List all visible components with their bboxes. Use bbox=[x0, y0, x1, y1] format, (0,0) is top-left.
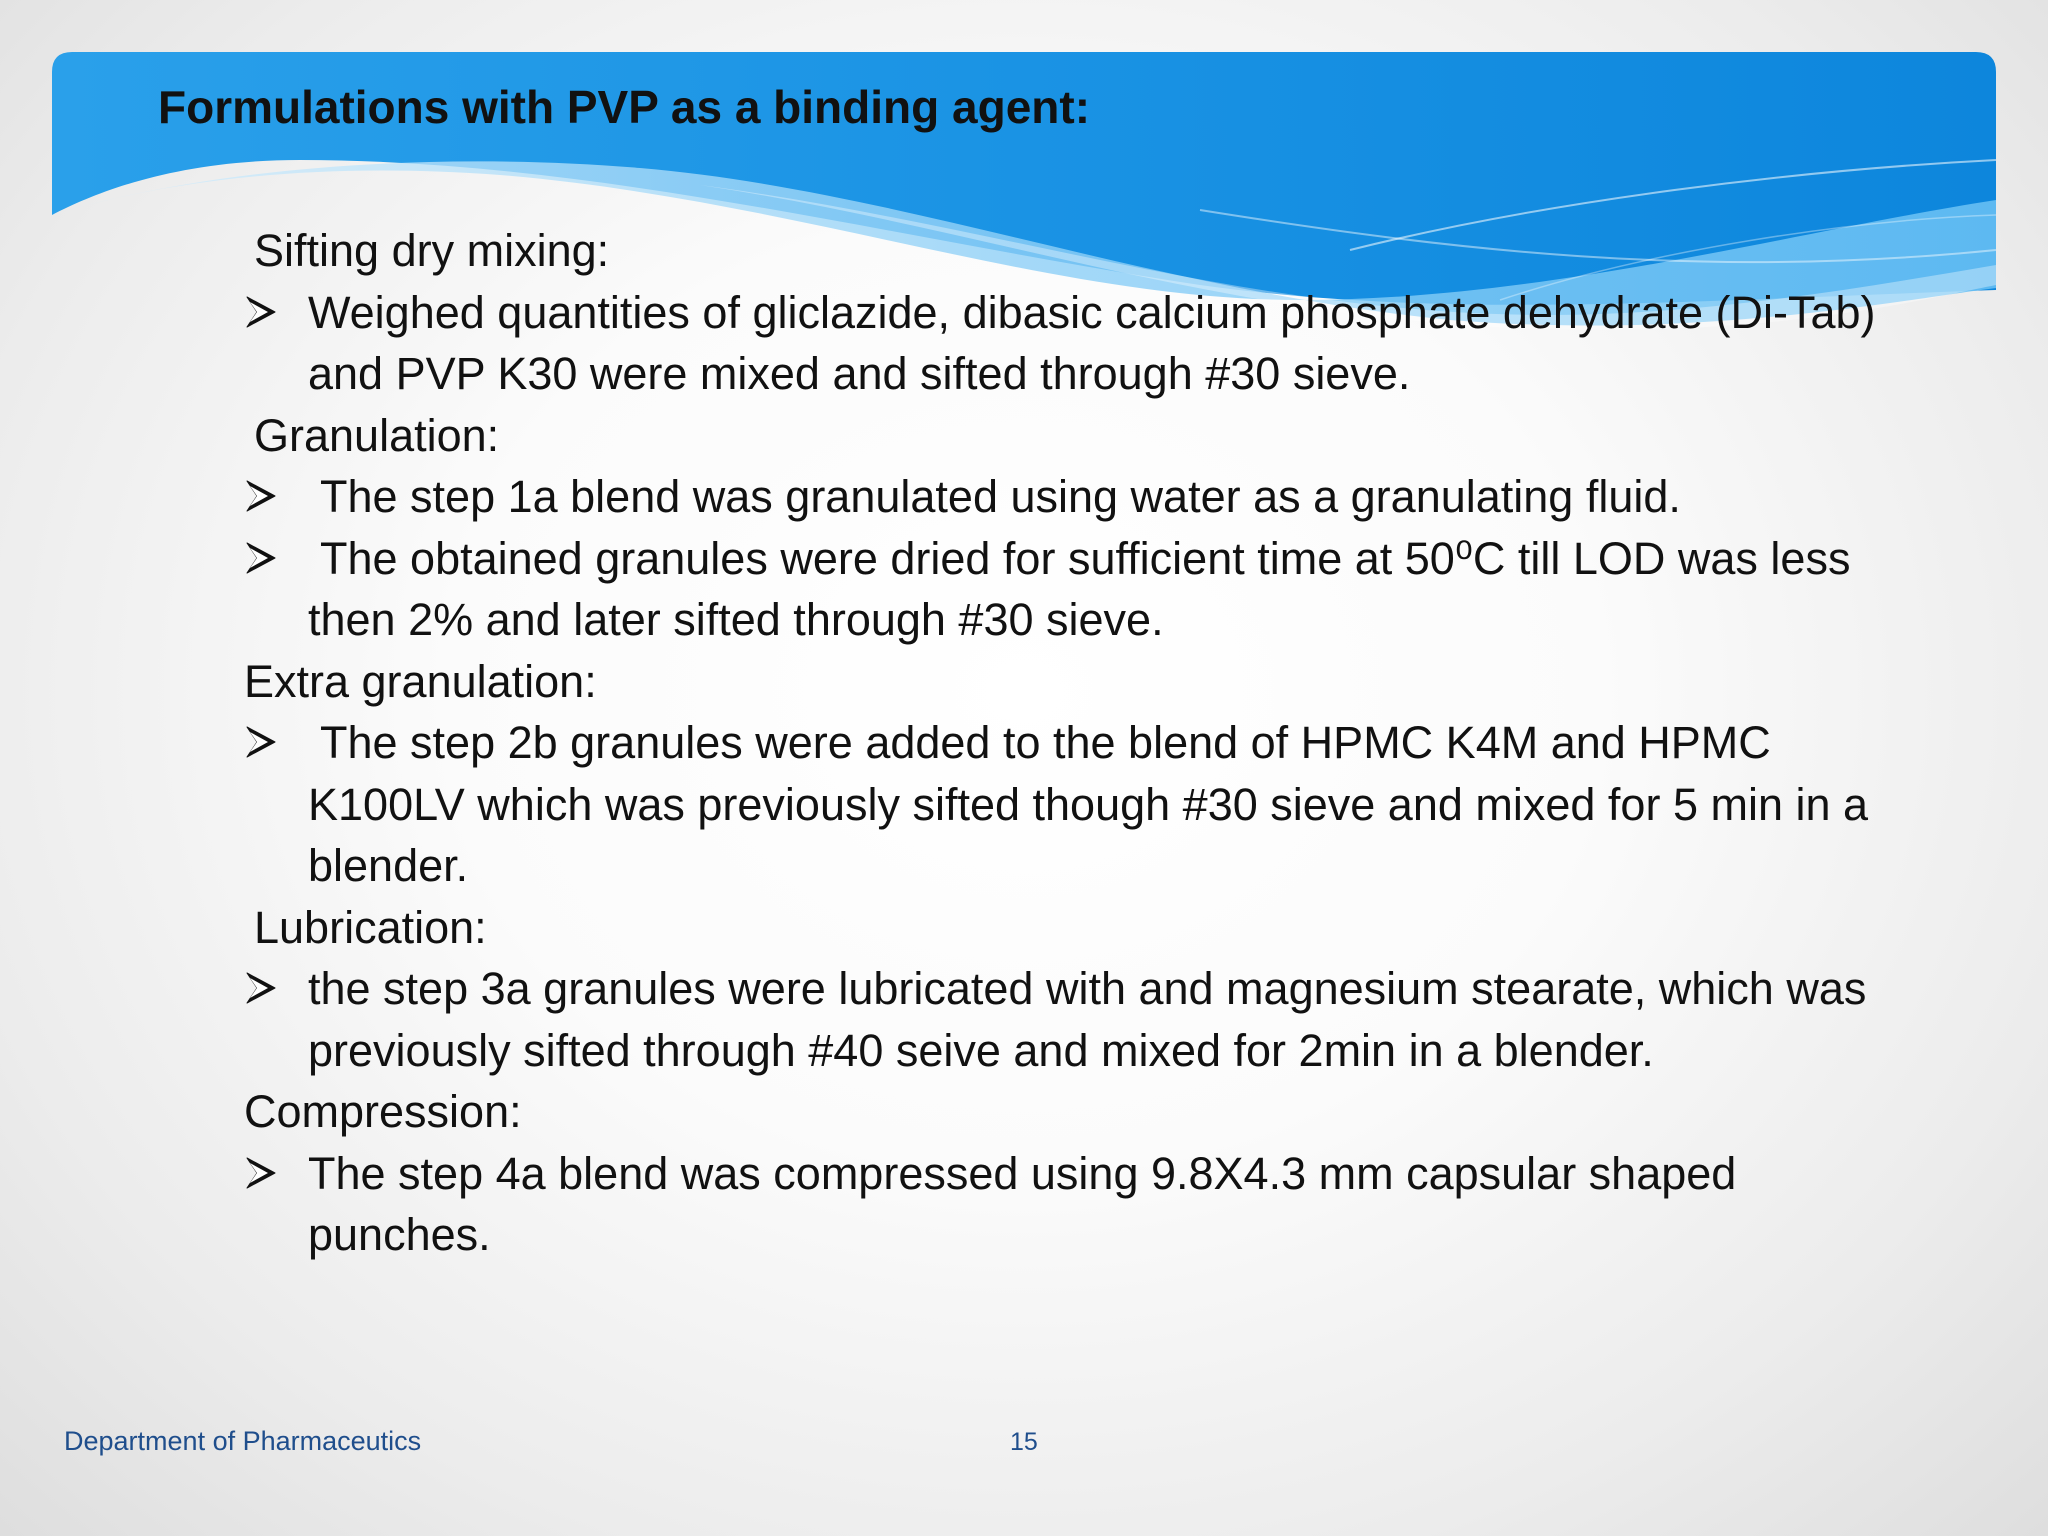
arrowhead-bullet-icon bbox=[246, 480, 276, 512]
arrowhead-bullet-icon bbox=[246, 542, 276, 574]
bullet-item bbox=[240, 712, 1880, 897]
section-heading-extra-granulation: Extra granulation: bbox=[244, 655, 597, 707]
bullet-text: The step 4a blend was compressed using 9.8X4.3 mm capsular shaped punches. bbox=[308, 1147, 1737, 1260]
bullet-text: Weighed quantities of gliclazide, dibasic calcium phosphate dehydrate (Di-Tab) and PVP K30 were mixed and sifted through #30 sieve. bbox=[308, 286, 1876, 399]
bullet-text: The obtained granules were dried for sufficient time at 50⁰C till LOD was less then 2% and later sifted through #30 sieve. bbox=[308, 532, 1851, 645]
bullet-text: The step 2b granules were added to the blend of HPMC K4M and HPMC K100LV which was previously sifted though #30 sieve and mixed for 5 min in a blender. bbox=[308, 717, 1869, 891]
bullet-item bbox=[240, 528, 1880, 651]
section-heading-compression: Compression: bbox=[244, 1086, 522, 1137]
arrowhead-bullet-icon bbox=[246, 296, 276, 328]
footer-page-number: 15 bbox=[1010, 1428, 1038, 1456]
bullet-item bbox=[240, 282, 1880, 405]
bullet-text: the step 3a granules were lubricated with and magnesium stearate, which was previously sifted through #40 seive and mixed for 2min in a blender. bbox=[308, 963, 1867, 1076]
bullet-item bbox=[240, 466, 1880, 528]
section-heading-lubrication: Lubrication: bbox=[254, 901, 487, 953]
footer-department: Department of Pharmaceutics bbox=[64, 1426, 422, 1456]
section-heading-granulation: Granulation: bbox=[254, 409, 500, 461]
bullet-text: The step 1a blend was granulated using water as a granulating fluid. bbox=[320, 471, 1681, 522]
bullet-item bbox=[240, 958, 1880, 1081]
bullet-item bbox=[240, 1143, 1880, 1266]
arrowhead-bullet-icon bbox=[246, 726, 276, 758]
section-heading-sifting: Sifting dry mixing: bbox=[254, 225, 610, 276]
arrowhead-bullet-icon bbox=[246, 972, 276, 1004]
arrowhead-bullet-icon bbox=[246, 1157, 276, 1189]
slide-title: Formulations with PVP as a binding agent: bbox=[158, 81, 1091, 133]
slide-content bbox=[240, 220, 1880, 1266]
